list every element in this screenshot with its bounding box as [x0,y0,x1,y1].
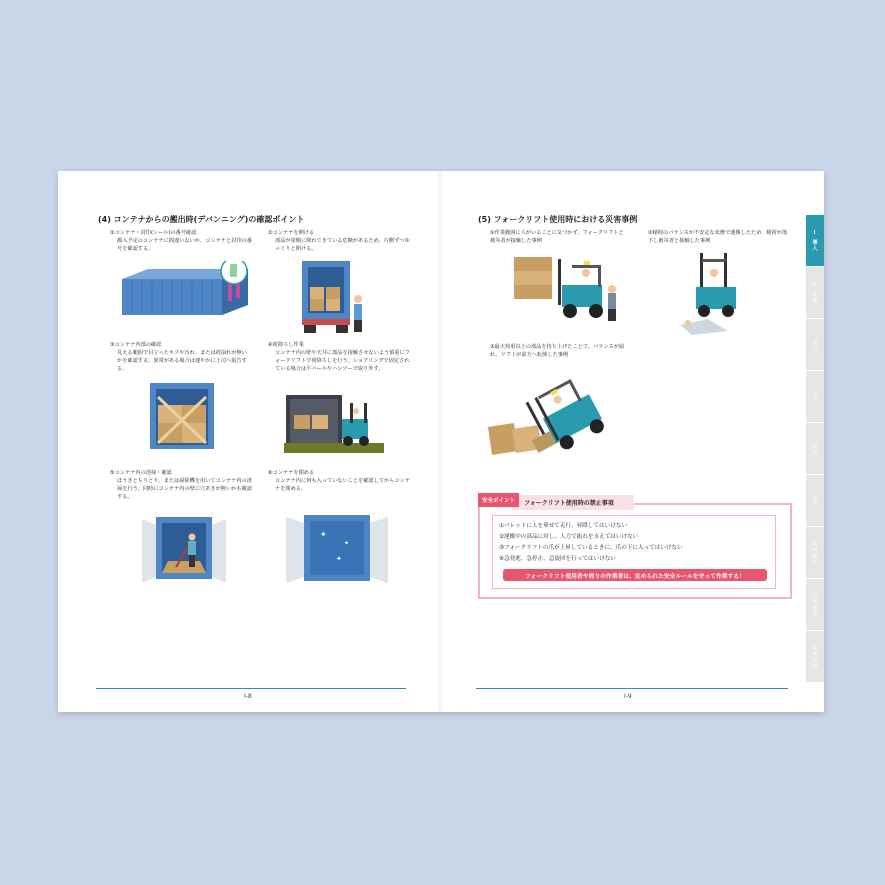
tab-basics[interactable] [806,267,824,319]
item-head: ⑥コンテナを閉める [268,470,315,476]
tab-introduction[interactable] [806,215,824,267]
tab-label: 基本知識 [811,644,818,669]
empty-container-illustration [286,511,388,585]
left-item-3 [110,341,252,373]
safety-rules-list [499,521,683,565]
case-text: ③最大荷重以上の部品を持ち上げたことで、バランスが崩れ、リフトが前方へ転倒した事例 [490,344,625,359]
tab-domestic-transport[interactable] [806,527,824,579]
item-body: 搬入予定のコンテナに間違いないか、コンテナと封印の番号を確認する。 [117,238,252,253]
svg-text:✦: ✦ [344,540,350,547]
tab-shipping[interactable] [806,475,824,527]
case-2 [648,229,792,245]
tab-basic-knowledge[interactable] [806,631,824,683]
forklift-tipover-illustration [486,367,626,459]
tab-label: 保管 [811,442,818,455]
item-head: ②コンテナを開ける [268,230,315,236]
svg-text:✦: ✦ [336,555,342,563]
item-head: ①コンテナ・封印(シール)の番号確認 [110,230,197,236]
left-item-5 [110,469,252,501]
item-body: ほうきとちりとり、または掃除機を用いてコンテナ内の清掃を行う。同時にコンテナ内の壁に穴あきが無いかも確認する。 [117,478,252,501]
chapter-tabs [806,215,824,683]
case-text: ②積荷のバランスが不安定な状態で運搬したため、積荷が落下し被災者と接触した事例 [648,230,788,245]
tab-label: 国内輸送 [811,540,818,565]
safety-rules-panel [492,515,776,589]
tab-label: 出荷 [811,494,818,507]
container-seal-illustration [118,261,248,317]
tab-label: 海外輸送 [811,592,818,617]
book-spread [58,171,824,712]
safety-tag: 安全ポイント [478,493,519,507]
left-footer-line [96,688,406,689]
gutter-shadow [438,171,444,712]
item-body: 部品が扉側に倒れてきている危険があるため、片側ずつゆっくりと開ける。 [275,238,410,253]
left-item-4 [268,341,410,373]
container-cleaning-illustration [142,511,226,585]
right-footer-line [476,688,788,689]
item-head: ⑤コンテナ内の清掃・確認 [110,470,172,476]
forklift-unloading-illustration [284,389,384,453]
item-body: コンテナ内の壁や天井に部品を接触させないよう慎重にフォークリフトで荷降ろしを行う。ショアリングで固定されている場合は平バールやハンマーで取り外す。 [275,350,410,373]
tab-storage[interactable] [806,423,824,475]
left-section-title: (4) コンテナからの搬出時(デバンニング)の確認ポイント [98,215,305,224]
right-section-title: (5) フォークリフト使用時における災害事例 [478,215,638,224]
item-head: ④荷降ろし作業 [268,342,304,348]
tab-label: 入荷 [811,390,818,403]
safety-rule: ①パレットに人を乗せて走行、昇降してはいけない [499,523,628,529]
svg-text:✦: ✦ [320,530,327,539]
case-1 [490,229,628,245]
safety-rule: ②運搬中の部品に対し、人力で振れを支えてはいけない [499,533,639,540]
case-3 [490,343,630,359]
open-container-illustration [298,259,368,335]
left-item-1 [110,229,252,253]
left-item-6 [268,469,410,493]
tab-receiving[interactable] [806,371,824,423]
item-body: コンテナ内に何も入っていないことを確認してからコンテナを閉める。 [275,478,410,493]
safety-rule: ④急発進、急停止、急旋回を行ってはいけない [499,555,616,562]
tab-label: Ⅰ 導入 [811,229,818,252]
tab-label: Ⅱ 基礎 [811,281,818,304]
tab-label: 受付 [811,338,818,351]
item-head: ③コンテナ内部の確認 [110,342,162,348]
tab-reception[interactable] [806,319,824,371]
safety-title: フォークリフト使用時の禁止事項 [512,495,634,510]
container-interior-illustration [150,383,214,449]
right-page-number: I-9 [624,693,632,700]
safety-rule: ③フォークリフトの爪が上昇しているときに、爪の下に入ってはいけない [499,544,683,551]
safety-callout: フォークリフト使用者や周りの作業者は、定められた安全ルールを守って作業する！ [503,569,767,581]
case-text: ①作業範囲に人がいることに気づかず、フォークリフトと被災者が接触した事例 [490,230,624,245]
left-page-number: I-8 [244,693,252,700]
left-item-2 [268,229,410,253]
forklift-collision-illustration [512,255,624,327]
item-body: 見える範囲で目立ったキズや汚れ、または荷崩れが無いかを確認する。異常がある場合は速やかに上司へ報告する。 [117,350,247,373]
tab-overseas-transport[interactable] [806,579,824,631]
falling-load-illustration [678,251,748,335]
safety-point-box [478,493,790,597]
